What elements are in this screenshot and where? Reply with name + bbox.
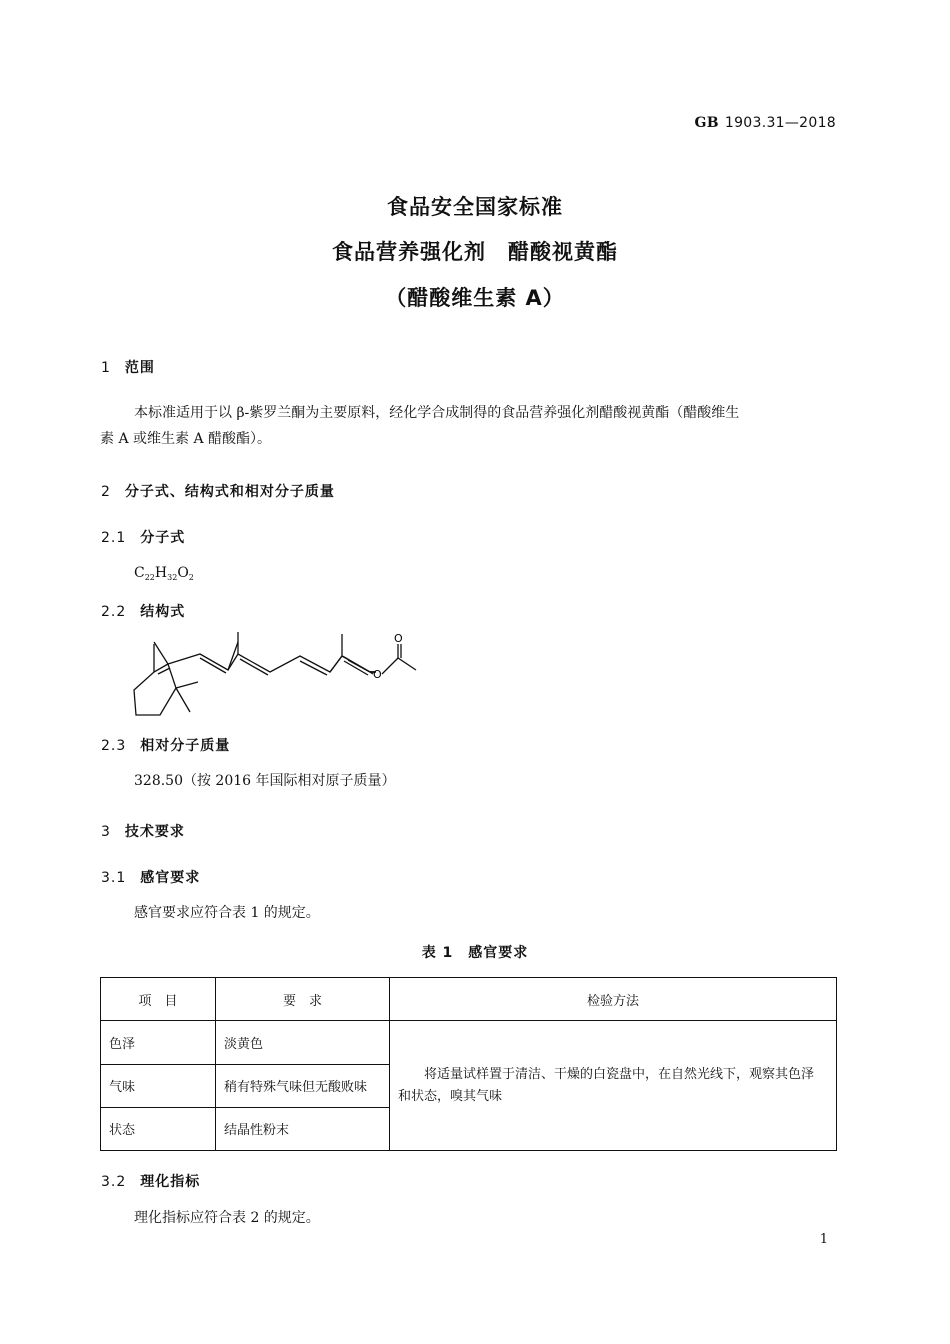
section-title: 分子式、结构式和相对分子质量 xyxy=(124,484,335,500)
cell-item: 气味 xyxy=(101,1064,216,1107)
sensory-requirements-text: 感官要求应符合表 1 的规定。 xyxy=(134,905,320,921)
chain-bonds-1 xyxy=(168,642,238,670)
ester-oxygen-label: O xyxy=(373,668,382,681)
column-header-item: 项 目 xyxy=(101,978,216,1021)
title-line-3: （醋酸维生素 A） xyxy=(385,286,565,310)
cell-method: 将适量试样置于清洁、干燥的白瓷盘中，在自然光线下，观察其色泽 和状态，嗅其气味 xyxy=(390,1021,837,1151)
chain-bonds-2 xyxy=(228,654,342,672)
title-line-1: 食品安全国家标准 xyxy=(387,195,563,219)
section-number: 3.1 xyxy=(101,870,127,886)
section-title: 技术要求 xyxy=(124,824,185,840)
standard-code: 1903.31—2018 xyxy=(724,115,836,131)
cell-item: 色泽 xyxy=(101,1021,216,1064)
section-title: 范围 xyxy=(124,360,155,376)
carbonyl-oxygen-label: O xyxy=(394,632,403,645)
section-number: 1 xyxy=(101,360,111,376)
section-1-heading xyxy=(101,357,155,377)
section-number: 2.1 xyxy=(101,530,127,546)
section-title: 结构式 xyxy=(140,604,186,620)
section-3-heading xyxy=(101,821,185,841)
page-number: 1 xyxy=(819,1232,828,1247)
cell-requirement: 结晶性粉末 xyxy=(216,1107,390,1150)
section-number: 2.2 xyxy=(101,604,127,620)
section-number: 3 xyxy=(101,824,111,840)
section-2-1-heading xyxy=(101,527,185,547)
gem-methyl-2 xyxy=(176,688,190,712)
cell-requirement: 稍有特殊气味但无酸败味 xyxy=(216,1064,390,1107)
section-number: 2.3 xyxy=(101,738,127,754)
section-number: 2 xyxy=(101,484,111,500)
gem-methyl-1 xyxy=(176,682,198,688)
sensory-requirements-table xyxy=(100,977,837,1151)
cell-item: 状态 xyxy=(101,1107,216,1150)
section-title: 理化指标 xyxy=(140,1174,201,1190)
column-header-requirement: 要 求 xyxy=(216,978,390,1021)
section-title: 相对分子质量 xyxy=(140,738,231,754)
standard-prefix: GB xyxy=(694,115,719,131)
scope-text-line-1: 本标准适用于以 β-紫罗兰酮为主要原料，经化学合成制得的食品营养强化剂醋酸视黄酯（醋酸维生 xyxy=(134,405,740,421)
section-2-heading xyxy=(101,481,335,501)
structural-formula-diagram xyxy=(120,630,430,720)
ester-bonds xyxy=(382,658,416,674)
ring-bonds xyxy=(134,642,176,715)
table-header-row xyxy=(101,978,837,1021)
section-title: 分子式 xyxy=(140,530,186,546)
section-title: 感官要求 xyxy=(140,870,201,886)
section-number: 3.2 xyxy=(101,1174,127,1190)
column-header-method: 检验方法 xyxy=(390,978,837,1021)
chain-double-2 xyxy=(240,659,268,675)
section-3-2-heading xyxy=(101,1171,200,1191)
cell-requirement: 淡黄色 xyxy=(216,1021,390,1064)
chain-double-1 xyxy=(200,658,226,673)
title-line-2: 食品营养强化剂 醋酸视黄酯 xyxy=(332,240,618,264)
section-2-2-heading xyxy=(101,601,185,621)
physicochemical-text: 理化指标应符合表 2 的规定。 xyxy=(134,1210,320,1226)
table-row xyxy=(101,1021,837,1064)
section-3-1-heading xyxy=(101,867,200,887)
molecular-mass-text: 328.50（按 2016 年国际相对原子质量） xyxy=(134,773,396,789)
table-1-caption: 表 1 感官要求 xyxy=(421,945,529,961)
molecular-formula: $C_{22}H_{32}O_2$ xyxy=(134,565,194,582)
standard-number xyxy=(694,115,836,131)
scope-text-line-2: 素 A 或维生素 A 醋酸酯）。 xyxy=(100,431,272,447)
section-2-3-heading xyxy=(101,735,230,755)
